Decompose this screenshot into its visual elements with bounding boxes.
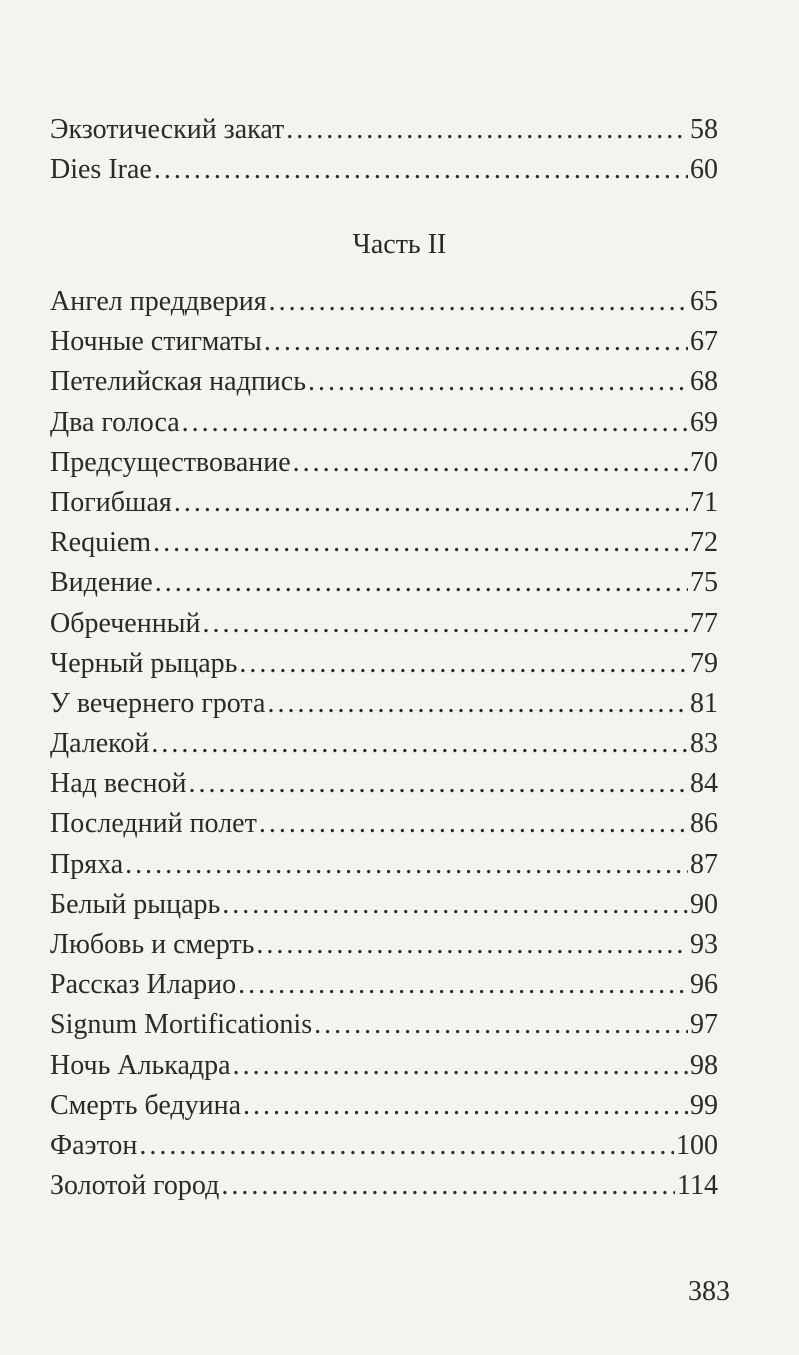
toc-dot-leader — [267, 684, 688, 724]
toc-entry-title: Requiem — [50, 527, 152, 559]
toc-entry — [50, 282, 718, 322]
toc-entry — [50, 483, 718, 523]
toc-entry — [50, 1166, 718, 1206]
toc-entry-page: 93 — [690, 929, 718, 960]
toc-entry-page: 68 — [690, 366, 718, 398]
toc-entry-page: 84 — [690, 768, 718, 800]
toc-entry-title: Signum Mortificationis — [50, 1009, 313, 1041]
toc-dot-leader — [259, 804, 688, 844]
toc-entry-title: Dies Irae — [50, 154, 152, 186]
toc-entry-page: 83 — [690, 728, 718, 760]
toc-entry-title: Два голоса — [50, 406, 180, 438]
toc-entry — [50, 110, 718, 150]
toc-entry-page: 58 — [690, 114, 718, 145]
toc-entry-title: Предсуществование — [50, 446, 291, 478]
toc-entry-page: 67 — [690, 326, 718, 358]
toc-entry-title: Белый рыцарь — [50, 888, 221, 920]
toc-entry-page: 70 — [690, 446, 718, 478]
toc-entry-title: Обреченный — [50, 607, 201, 639]
toc-entry — [50, 523, 718, 563]
toc-entry-page: 96 — [690, 969, 718, 1001]
toc-entry — [50, 443, 718, 483]
toc-entry-page: 72 — [690, 527, 718, 559]
toc-entry-title: Экзотический закат — [50, 114, 285, 145]
toc-entry-page: 79 — [690, 647, 718, 679]
toc-entry-title: Над весной — [50, 768, 187, 800]
toc-entry-title: Смерть бедуина — [50, 1089, 242, 1121]
toc-entry — [50, 885, 718, 925]
toc-dot-leader — [174, 483, 688, 523]
toc-entry — [50, 1126, 718, 1166]
toc-entry-page: 86 — [690, 808, 718, 840]
toc-entry-title: Черный рыцарь — [50, 647, 238, 679]
section-heading: Часть II — [352, 229, 447, 260]
toc-dot-leader — [139, 1126, 674, 1166]
toc-dot-leader — [182, 403, 688, 443]
toc-entry-title: Ангел преддверия — [50, 286, 267, 317]
toc-entry-title: Далекой — [50, 728, 150, 760]
toc-entry — [50, 403, 718, 443]
toc-entry-title: Пряха — [50, 848, 124, 880]
page-number: 383 — [688, 1276, 730, 1307]
toc-list-part-1-end — [50, 110, 718, 190]
toc-dot-leader — [202, 604, 688, 644]
toc-dot-leader — [222, 885, 688, 925]
toc-entry-page: 81 — [690, 687, 718, 719]
toc-entry-page: 75 — [690, 567, 718, 599]
toc-dot-leader — [154, 150, 688, 190]
toc-entry-page: 114 — [677, 1170, 718, 1202]
toc-entry — [50, 925, 718, 965]
toc-entry-title: Любовь и смерть — [50, 929, 255, 960]
toc-entry-title: У вечернего грота — [50, 687, 266, 719]
toc-entry-title: Ночь Алькадра — [50, 1049, 231, 1081]
toc-entry-page: 90 — [690, 888, 718, 920]
toc-entry-page: 98 — [690, 1049, 718, 1081]
toc-entry-title: Рассказ Иларио — [50, 969, 237, 1001]
toc-entry-title: Золотой город — [50, 1170, 220, 1202]
toc-dot-leader — [239, 644, 688, 684]
toc-entry — [50, 644, 718, 684]
toc-dot-leader — [125, 845, 688, 885]
toc-entry-title: Петелийская надпись — [50, 366, 306, 398]
toc-entry — [50, 150, 718, 190]
toc-entry-title: Фаэтон — [50, 1129, 138, 1161]
toc-dot-leader — [155, 563, 688, 603]
toc-dot-leader — [233, 1046, 688, 1086]
toc-entry-page: 100 — [676, 1129, 718, 1161]
toc-entry — [50, 804, 718, 844]
toc-dot-leader — [238, 965, 688, 1005]
toc-dot-leader — [314, 1005, 688, 1045]
toc-list-part-2 — [50, 282, 718, 1206]
toc-entry — [50, 764, 718, 804]
toc-entry — [50, 563, 718, 603]
toc-entry — [50, 724, 718, 764]
toc-dot-leader — [153, 523, 688, 563]
toc-entry-title: Видение — [50, 567, 153, 599]
toc-dot-leader — [293, 443, 688, 483]
toc-dot-leader — [264, 322, 688, 362]
toc-dot-leader — [243, 1086, 688, 1126]
toc-entry-title: Последний полет — [50, 808, 257, 840]
toc-entry — [50, 362, 718, 402]
toc-entry — [50, 1005, 718, 1045]
toc-entry-page: 97 — [690, 1009, 718, 1041]
toc-dot-leader — [221, 1166, 675, 1206]
toc-entry-page: 87 — [690, 848, 718, 880]
toc-entry-title: Ночные стигматы — [50, 326, 262, 358]
toc-entry — [50, 1086, 718, 1126]
toc-dot-leader — [151, 724, 688, 764]
toc-dot-leader — [286, 110, 688, 150]
toc-dot-leader — [188, 764, 688, 804]
toc-entry-title: Погибшая — [50, 486, 172, 518]
toc-entry-page: 71 — [690, 486, 718, 518]
toc-dot-leader — [308, 362, 688, 402]
toc-entry — [50, 965, 718, 1005]
toc-entry-page: 69 — [690, 406, 718, 438]
toc-entry — [50, 604, 718, 644]
toc-dot-leader — [269, 282, 688, 322]
toc-entry — [50, 684, 718, 724]
toc-entry-page: 60 — [690, 154, 718, 186]
toc-entry-page: 99 — [690, 1089, 718, 1121]
toc-dot-leader — [256, 925, 688, 965]
toc-entry-page: 77 — [690, 607, 718, 639]
toc-entry — [50, 1046, 718, 1086]
toc-entry-page: 65 — [690, 286, 718, 317]
toc-entry — [50, 845, 718, 885]
toc-entry — [50, 322, 718, 362]
